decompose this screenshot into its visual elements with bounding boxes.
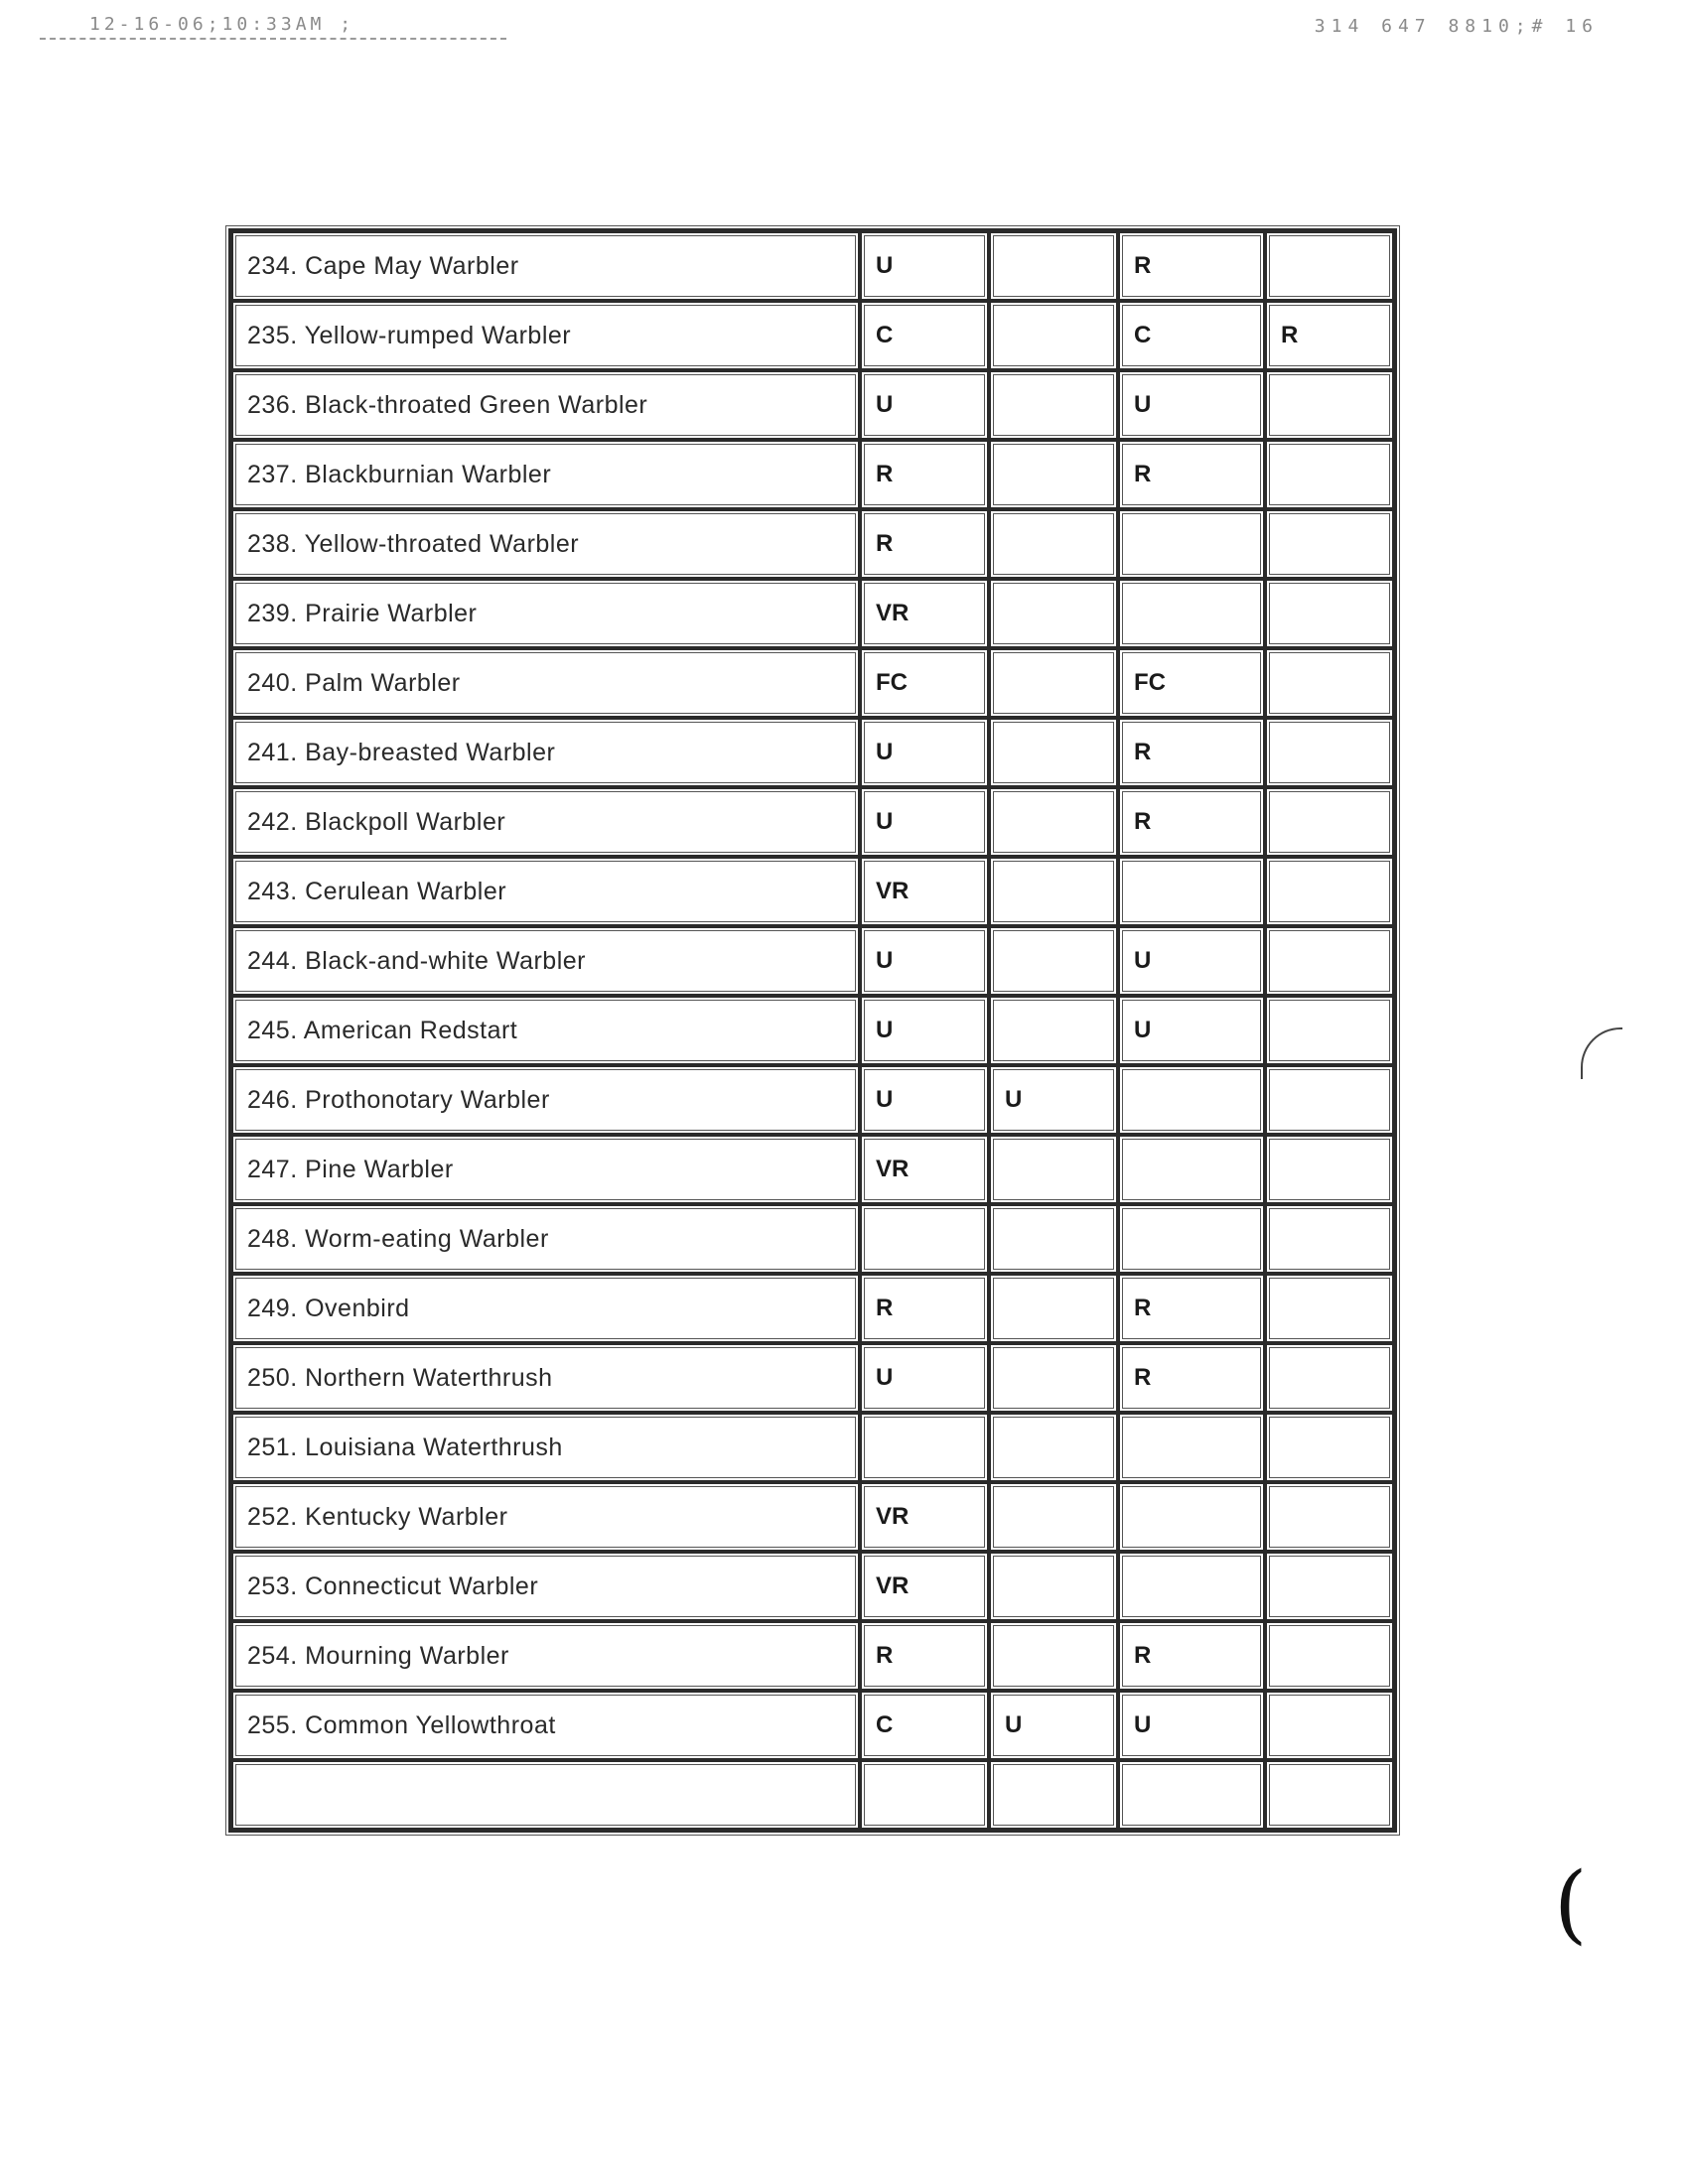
abundance-cell-2 xyxy=(989,857,1118,926)
species-name-cell: 239. Prairie Warbler xyxy=(231,579,860,648)
abundance-cell-4 xyxy=(1265,1343,1394,1413)
abundance-cell-4 xyxy=(1265,996,1394,1065)
abundance-cell-1: R xyxy=(860,1274,989,1343)
species-name-cell: 251. Louisiana Waterthrush xyxy=(231,1413,860,1482)
species-name-cell: 234. Cape May Warbler xyxy=(231,231,860,301)
abundance-cell-2: U xyxy=(989,1691,1118,1760)
abundance-cell-4 xyxy=(1265,231,1394,301)
species-name-cell: 240. Palm Warbler xyxy=(231,648,860,718)
species-name-cell: 244. Black-and-white Warbler xyxy=(231,926,860,996)
table-row xyxy=(231,509,1394,579)
species-name-cell: 243. Cerulean Warbler xyxy=(231,857,860,926)
table-row xyxy=(231,1204,1394,1274)
table-row xyxy=(231,1482,1394,1552)
abundance-cell-3: R xyxy=(1118,231,1265,301)
abundance-cell-4 xyxy=(1265,370,1394,440)
abundance-cell-4 xyxy=(1265,926,1394,996)
abundance-cell-4 xyxy=(1265,1413,1394,1482)
abundance-cell-1 xyxy=(860,1760,989,1830)
abundance-cell-4 xyxy=(1265,1274,1394,1343)
table-row xyxy=(231,440,1394,509)
table-row xyxy=(231,1760,1394,1830)
bird-rows xyxy=(231,231,1394,1830)
table-row xyxy=(231,231,1394,301)
abundance-cell-2 xyxy=(989,1343,1118,1413)
abundance-cell-4 xyxy=(1265,579,1394,648)
table-row xyxy=(231,1621,1394,1691)
abundance-cell-2 xyxy=(989,1621,1118,1691)
abundance-cell-3 xyxy=(1118,1135,1265,1204)
abundance-cell-4 xyxy=(1265,648,1394,718)
abundance-cell-3: C xyxy=(1118,301,1265,370)
abundance-cell-3 xyxy=(1118,1760,1265,1830)
abundance-cell-3 xyxy=(1118,1482,1265,1552)
abundance-cell-1: U xyxy=(860,1065,989,1135)
abundance-cell-3: U xyxy=(1118,926,1265,996)
abundance-cell-1: VR xyxy=(860,1552,989,1621)
abundance-cell-4 xyxy=(1265,1760,1394,1830)
abundance-cell-1: R xyxy=(860,1621,989,1691)
abundance-cell-2 xyxy=(989,440,1118,509)
abundance-cell-4 xyxy=(1265,440,1394,509)
abundance-cell-4 xyxy=(1265,857,1394,926)
table-row xyxy=(231,1691,1394,1760)
abundance-cell-1 xyxy=(860,1204,989,1274)
abundance-cell-3: R xyxy=(1118,1343,1265,1413)
species-name-cell: 250. Northern Waterthrush xyxy=(231,1343,860,1413)
species-name-cell: 236. Black-throated Green Warbler xyxy=(231,370,860,440)
abundance-cell-3 xyxy=(1118,1413,1265,1482)
species-name-cell: 241. Bay-breasted Warbler xyxy=(231,718,860,787)
species-name-cell: 249. Ovenbird xyxy=(231,1274,860,1343)
abundance-cell-3 xyxy=(1118,857,1265,926)
species-name-cell xyxy=(231,1760,860,1830)
abundance-cell-1: VR xyxy=(860,1135,989,1204)
abundance-cell-1: R xyxy=(860,509,989,579)
table-row xyxy=(231,1343,1394,1413)
abundance-cell-4 xyxy=(1265,1065,1394,1135)
abundance-cell-2: U xyxy=(989,1065,1118,1135)
table-row xyxy=(231,1552,1394,1621)
abundance-cell-3 xyxy=(1118,1065,1265,1135)
abundance-cell-3 xyxy=(1118,1552,1265,1621)
table-row xyxy=(231,996,1394,1065)
abundance-cell-2 xyxy=(989,926,1118,996)
abundance-cell-3 xyxy=(1118,509,1265,579)
table-row xyxy=(231,370,1394,440)
fax-timestamp-header: 12-16-06;10:33AM ; xyxy=(89,14,355,35)
abundance-cell-2 xyxy=(989,231,1118,301)
species-name-cell: 238. Yellow-throated Warbler xyxy=(231,509,860,579)
species-name-cell: 255. Common Yellowthroat xyxy=(231,1691,860,1760)
abundance-cell-2 xyxy=(989,509,1118,579)
abundance-cell-2 xyxy=(989,787,1118,857)
table-row xyxy=(231,301,1394,370)
abundance-cell-1: FC xyxy=(860,648,989,718)
abundance-cell-4 xyxy=(1265,1135,1394,1204)
table-row xyxy=(231,648,1394,718)
species-name-cell: 248. Worm-eating Warbler xyxy=(231,1204,860,1274)
abundance-cell-3 xyxy=(1118,579,1265,648)
table-row xyxy=(231,857,1394,926)
abundance-cell-2 xyxy=(989,1204,1118,1274)
table-row xyxy=(231,926,1394,996)
abundance-cell-2 xyxy=(989,996,1118,1065)
abundance-cell-2 xyxy=(989,1274,1118,1343)
table-row xyxy=(231,1135,1394,1204)
abundance-cell-2 xyxy=(989,579,1118,648)
table-row xyxy=(231,1274,1394,1343)
abundance-cell-3: R xyxy=(1118,1621,1265,1691)
fax-page-header: 314 647 8810;# 16 xyxy=(1314,16,1599,37)
abundance-cell-4 xyxy=(1265,1691,1394,1760)
abundance-cell-1 xyxy=(860,1413,989,1482)
abundance-cell-4 xyxy=(1265,1552,1394,1621)
abundance-cell-1: U xyxy=(860,787,989,857)
abundance-cell-2 xyxy=(989,1135,1118,1204)
abundance-cell-2 xyxy=(989,1552,1118,1621)
abundance-cell-3: U xyxy=(1118,996,1265,1065)
bird-checklist-table xyxy=(228,228,1397,1833)
abundance-cell-1: C xyxy=(860,1691,989,1760)
abundance-cell-4 xyxy=(1265,1204,1394,1274)
table-row xyxy=(231,718,1394,787)
abundance-cell-1: U xyxy=(860,370,989,440)
abundance-cell-1: U xyxy=(860,926,989,996)
abundance-cell-3: R xyxy=(1118,1274,1265,1343)
abundance-cell-2 xyxy=(989,370,1118,440)
table-row xyxy=(231,579,1394,648)
abundance-cell-4 xyxy=(1265,1621,1394,1691)
species-name-cell: 235. Yellow-rumped Warbler xyxy=(231,301,860,370)
abundance-cell-4 xyxy=(1265,509,1394,579)
abundance-cell-1: U xyxy=(860,996,989,1065)
species-name-cell: 245. American Redstart xyxy=(231,996,860,1065)
abundance-cell-4: R xyxy=(1265,301,1394,370)
abundance-cell-2 xyxy=(989,1760,1118,1830)
margin-mark xyxy=(1581,1027,1622,1079)
species-name-cell: 252. Kentucky Warbler xyxy=(231,1482,860,1552)
species-name-cell: 254. Mourning Warbler xyxy=(231,1621,860,1691)
fax-header-rule xyxy=(40,38,506,40)
abundance-cell-3: R xyxy=(1118,787,1265,857)
abundance-cell-3: U xyxy=(1118,370,1265,440)
abundance-cell-1: VR xyxy=(860,1482,989,1552)
table-row xyxy=(231,787,1394,857)
species-name-cell: 246. Prothonotary Warbler xyxy=(231,1065,860,1135)
species-name-cell: 253. Connecticut Warbler xyxy=(231,1552,860,1621)
abundance-cell-2 xyxy=(989,648,1118,718)
abundance-cell-3: R xyxy=(1118,718,1265,787)
abundance-cell-1: U xyxy=(860,1343,989,1413)
table-row xyxy=(231,1413,1394,1482)
abundance-cell-3: U xyxy=(1118,1691,1265,1760)
species-name-cell: 242. Blackpoll Warbler xyxy=(231,787,860,857)
abundance-cell-2 xyxy=(989,1413,1118,1482)
binder-bracket-mark: ( xyxy=(1554,1854,1588,1954)
abundance-cell-3: FC xyxy=(1118,648,1265,718)
abundance-cell-4 xyxy=(1265,1482,1394,1552)
abundance-cell-3: R xyxy=(1118,440,1265,509)
abundance-cell-2 xyxy=(989,1482,1118,1552)
abundance-cell-1: R xyxy=(860,440,989,509)
abundance-cell-1: VR xyxy=(860,857,989,926)
abundance-cell-4 xyxy=(1265,787,1394,857)
abundance-cell-2 xyxy=(989,718,1118,787)
species-name-cell: 237. Blackburnian Warbler xyxy=(231,440,860,509)
abundance-cell-2 xyxy=(989,301,1118,370)
abundance-cell-4 xyxy=(1265,718,1394,787)
species-name-cell: 247. Pine Warbler xyxy=(231,1135,860,1204)
abundance-cell-1: VR xyxy=(860,579,989,648)
abundance-cell-1: C xyxy=(860,301,989,370)
abundance-cell-3 xyxy=(1118,1204,1265,1274)
table-row xyxy=(231,1065,1394,1135)
abundance-cell-1: U xyxy=(860,718,989,787)
abundance-cell-1: U xyxy=(860,231,989,301)
